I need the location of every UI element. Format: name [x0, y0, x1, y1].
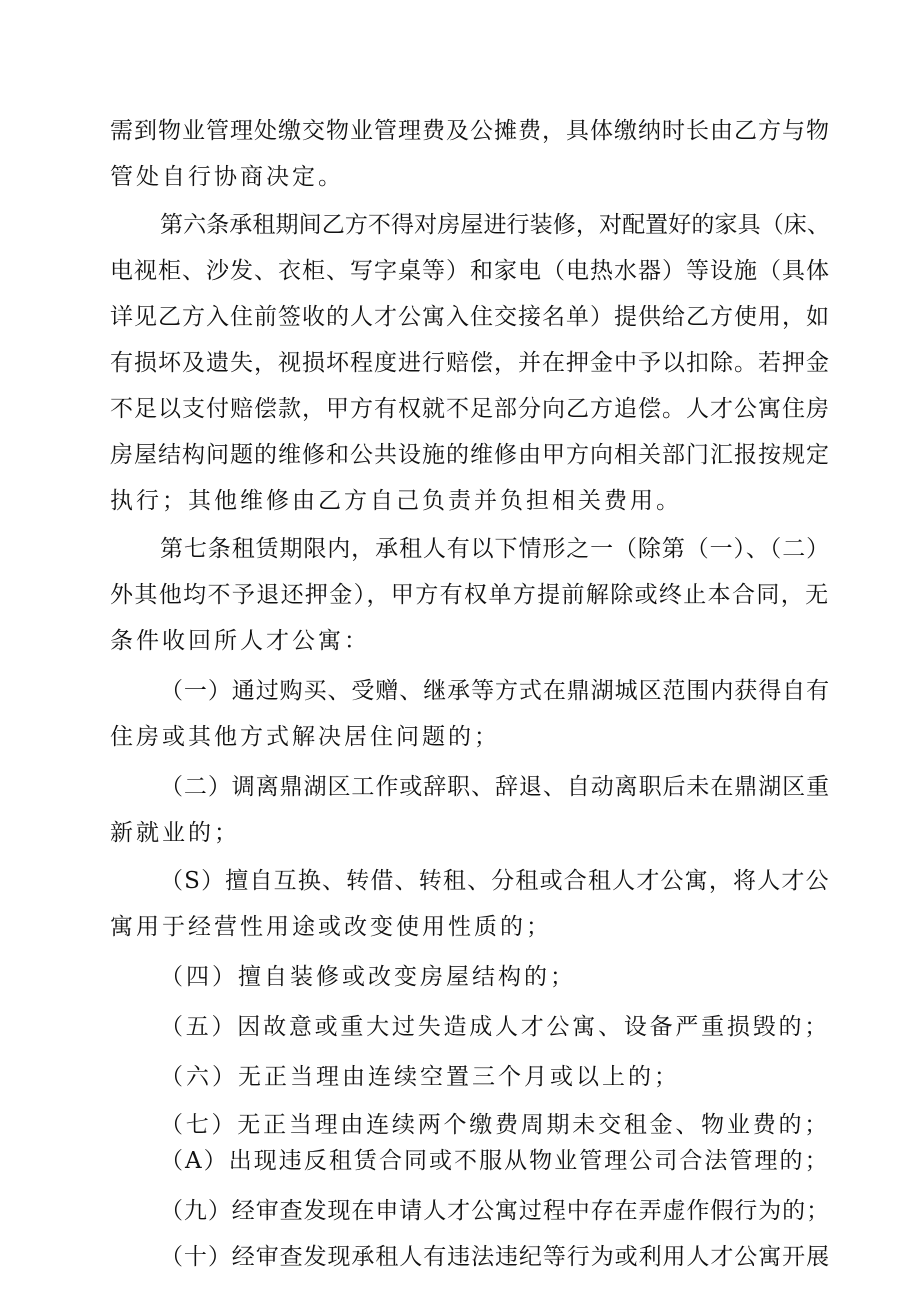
- article-6-line: 房屋结构问题的维修和公共设施的维修由甲方向相关部门汇报按规定: [110, 442, 830, 468]
- clause-5-line: （五）因故意或重大过失造成人才公寓、设备严重损毁的；: [160, 1014, 830, 1040]
- clause-3-line: 寓用于经营性用途或改变使用性质的；: [110, 914, 552, 940]
- article-6-line: 执行；其他维修由乙方自己负责并负担相关费用。: [110, 488, 682, 514]
- clause-2-line: （二）调离鼎湖区工作或辞职、辞退、自动离职后未在鼎湖区重: [160, 774, 830, 800]
- article-6-line: 第六条承租期间乙方不得对房屋进行装修，对配置好的家具（床、: [160, 212, 830, 238]
- article-7-line: 第七条租赁期限内，承租人有以下情形之一（除第（一）、（二）: [160, 536, 830, 562]
- clause-7-line: （七）无正当理由连续两个缴费周期未交租金、物业费的；: [160, 1112, 830, 1138]
- clause-2-line: 新就业的；: [110, 820, 240, 846]
- clause-1-line: （一）通过购买、受赠、继承等方式在鼎湖城区范围内获得自有: [160, 678, 830, 704]
- clause-3-line: （S）擅自互换、转借、转租、分租或合租人才公寓，将人才公: [160, 868, 830, 894]
- clause-8-line: （A）出现违反租赁合同或不服从物业管理公司合法管理的；: [160, 1148, 830, 1174]
- article-7-line: 外其他均不予退还押金），甲方有权单方提前解除或终止本合同，无: [110, 582, 830, 608]
- article-6-line: 不足以支付赔偿款，甲方有权就不足部分向乙方追偿。人才公寓住房: [110, 396, 830, 422]
- clause-6-line: （六）无正当理由连续空置三个月或以上的；: [160, 1064, 680, 1090]
- article-6-line: 电视柜、沙发、衣柜、写字桌等）和家电（电热水器）等设施（具体: [110, 258, 830, 284]
- clause-10-line: （十）经审查发现承租人有违法违纪等行为或利用人才公寓开展: [160, 1244, 830, 1270]
- article-7-line: 条件收回所人才公寓：: [110, 628, 370, 654]
- clause-9-line: （九）经审查发现在申请人才公寓过程中存在弄虚作假行为的；: [160, 1198, 830, 1224]
- clause-4-line: （四）擅自装修或改变房屋结构的；: [160, 964, 576, 990]
- paragraph-line: 管处自行协商决定。: [110, 164, 344, 190]
- article-6-line: 详见乙方入住前签收的人才公寓入住交接名单）提供给乙方使用，如: [110, 304, 830, 330]
- clause-1-line: 住房或其他方式解决居住问题的；: [110, 724, 500, 750]
- article-6-line: 有损坏及遗失，视损坏程度进行赔偿，并在押金中予以扣除。若押金: [110, 350, 830, 376]
- paragraph-line: 需到物业管理处缴交物业管理费及公摊费，具体缴纳时长由乙方与物: [110, 118, 830, 144]
